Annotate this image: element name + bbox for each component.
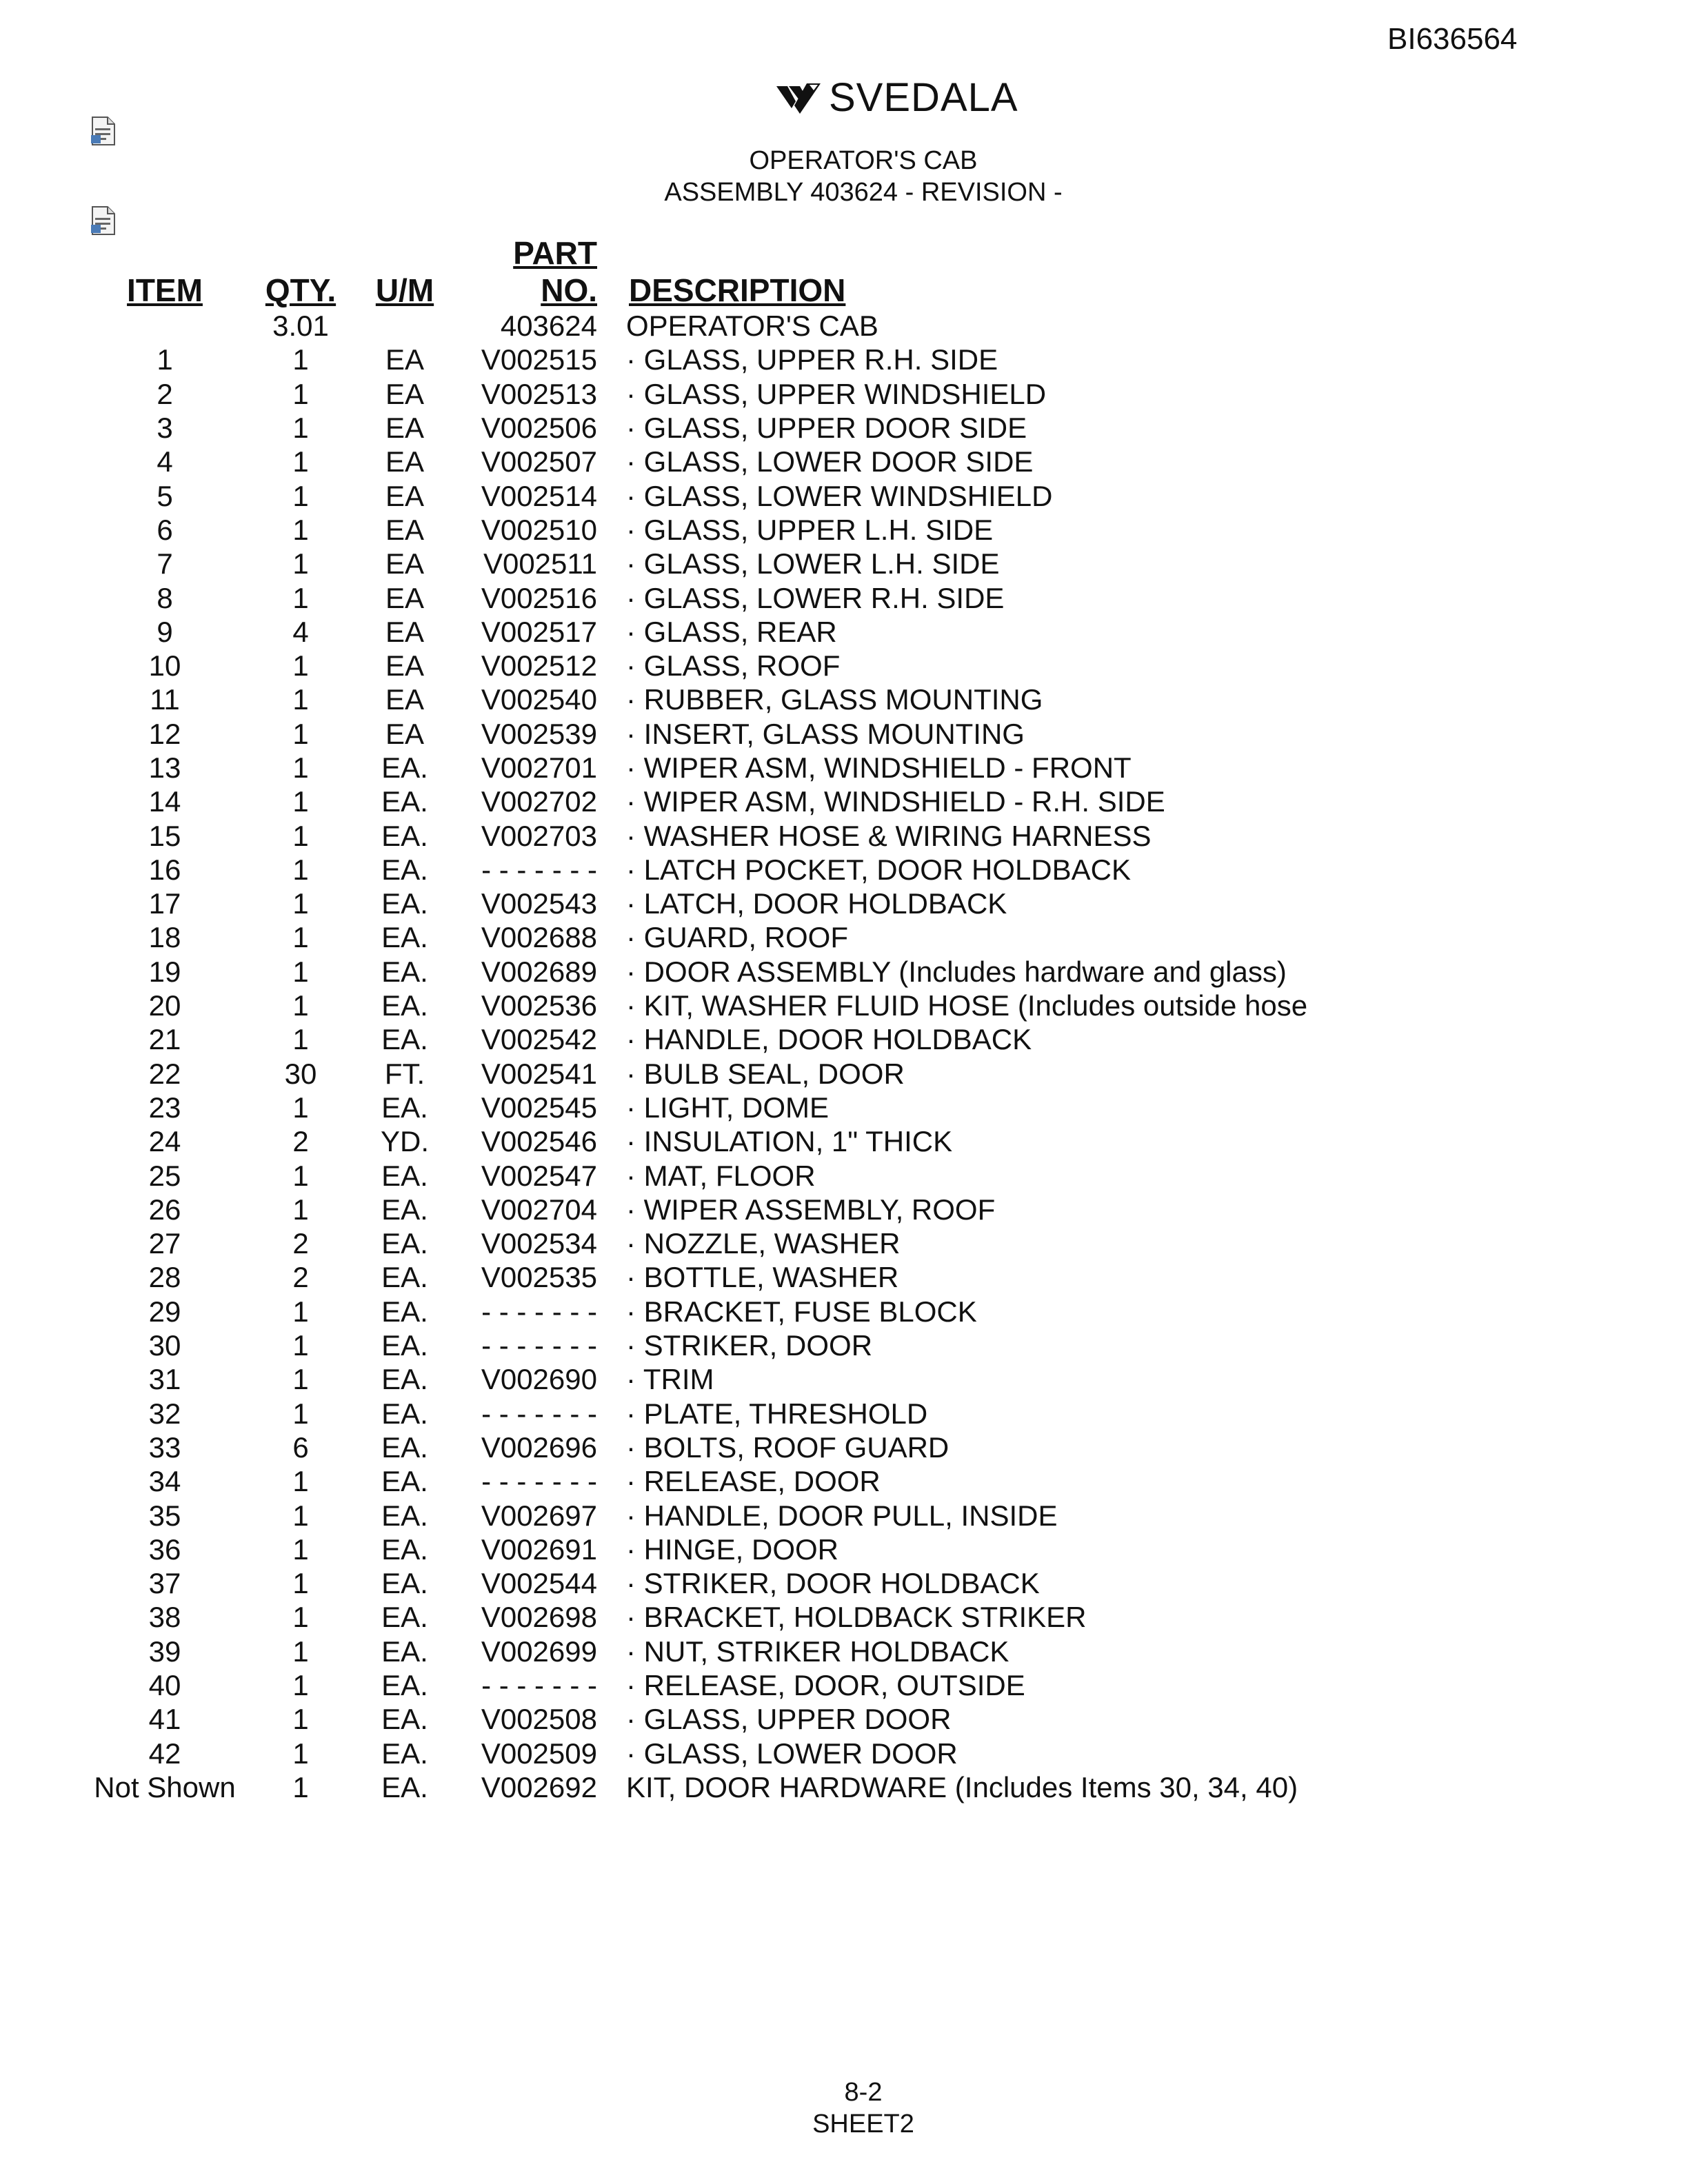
- unit-of-measure-cell: [360, 309, 450, 343]
- description-cell: · HINGE, DOOR: [626, 1533, 839, 1566]
- description-cell: · WIPER ASSEMBLY, ROOF: [626, 1193, 996, 1226]
- quantity-cell: 1: [292, 1533, 309, 1566]
- title-line-2: ASSEMBLY 403624 - REVISION -: [664, 178, 1063, 207]
- part-number-cell: V002539: [481, 717, 597, 750]
- quantity-cell: 1: [292, 412, 309, 445]
- unit-of-measure-cell: EA.: [381, 1635, 428, 1668]
- unit-of-measure-cell: YD.: [380, 1125, 429, 1158]
- part-number-cell: 403624: [500, 310, 597, 343]
- description-cell: · GUARD, ROOF: [626, 921, 848, 954]
- description-cell: · BOTTLE, WASHER: [626, 1261, 899, 1294]
- table-row: [88, 1158, 1307, 1192]
- quantity-cell: 1: [292, 1499, 309, 1532]
- description-cell: · RELEASE, DOOR, OUTSIDE: [626, 1669, 1025, 1702]
- item-number-cell: 41: [148, 1703, 181, 1736]
- part-number-cell: - - - - - - -: [481, 1465, 597, 1498]
- item-number-cell: 17: [148, 887, 181, 920]
- table-row: [88, 1057, 1307, 1091]
- unit-of-measure-cell: EA.: [381, 1023, 428, 1056]
- table-row: [88, 920, 1307, 954]
- description-cell: · GLASS, LOWER L.H. SIDE: [626, 547, 1000, 580]
- part-number-cell: V002541: [481, 1057, 597, 1090]
- description-cell: · GLASS, REAR: [626, 615, 837, 648]
- quantity-cell: 1: [292, 955, 309, 988]
- description-cell: · WASHER HOSE & WIRING HARNESS: [626, 819, 1152, 852]
- unit-of-measure-cell: EA: [385, 513, 425, 546]
- table-row: [88, 717, 1307, 751]
- item-number-cell: 26: [148, 1193, 181, 1226]
- part-number-cell: V002543: [481, 887, 597, 920]
- part-number-cell: V002513: [481, 377, 597, 410]
- table-row: [88, 513, 1307, 547]
- unit-of-measure-cell: EA.: [381, 1295, 428, 1328]
- table-row: [88, 1295, 1307, 1328]
- item-number-cell: 20: [148, 989, 181, 1022]
- description-cell: · HANDLE, DOOR HOLDBACK: [626, 1023, 1032, 1056]
- item-number-cell: 32: [148, 1397, 181, 1430]
- part-number-cell: V002690: [481, 1363, 597, 1396]
- table-row: [88, 615, 1307, 649]
- unit-of-measure-cell: EA.: [381, 853, 428, 886]
- description-cell: · GLASS, LOWER DOOR: [626, 1737, 958, 1770]
- part-number-cell: V002696: [481, 1430, 597, 1464]
- table-row: [88, 887, 1307, 920]
- table-row: [88, 785, 1307, 818]
- item-number-cell: 23: [148, 1091, 181, 1124]
- table-row: [88, 649, 1307, 682]
- unit-of-measure-cell: EA.: [381, 1703, 428, 1736]
- part-number-cell: V002544: [481, 1567, 597, 1600]
- unit-of-measure-cell: EA.: [381, 989, 428, 1022]
- description-cell: · BRACKET, HOLDBACK STRIKER: [626, 1601, 1087, 1634]
- item-number-cell: 38: [148, 1601, 181, 1634]
- item-number-cell: 8: [157, 581, 173, 614]
- part-number-cell: V002512: [481, 649, 597, 682]
- unit-of-measure-cell: FT.: [384, 1057, 425, 1090]
- description-cell: · KIT, WASHER FLUID HOSE (Includes outside hose: [626, 989, 1308, 1022]
- item-number-cell: 39: [148, 1635, 181, 1668]
- item-number-cell: 33: [148, 1430, 181, 1464]
- part-number-cell: V002698: [481, 1601, 597, 1634]
- part-number-cell: V002517: [481, 615, 597, 648]
- quantity-cell: 1: [292, 1737, 309, 1770]
- description-cell: · LIGHT, DOME: [626, 1091, 830, 1124]
- quantity-cell: 1: [292, 1669, 309, 1702]
- item-number-cell: Not Shown: [94, 1770, 236, 1803]
- table-row: [88, 682, 1307, 716]
- unit-of-measure-cell: EA.: [381, 1091, 428, 1124]
- table-row: [88, 1397, 1307, 1430]
- part-number-cell: V002535: [481, 1261, 597, 1294]
- quantity-cell: 30: [284, 1057, 317, 1090]
- item-number-cell: 15: [148, 819, 181, 852]
- table-row: [88, 751, 1307, 785]
- unit-of-measure-cell: EA.: [381, 1601, 428, 1634]
- table-header-row: [88, 234, 1307, 309]
- description-cell: OPERATOR'S CAB: [626, 310, 878, 343]
- part-number-cell: V002536: [481, 989, 597, 1022]
- item-number-cell: 4: [157, 445, 173, 478]
- quantity-cell: 4: [292, 615, 309, 648]
- table-row: [88, 445, 1307, 478]
- unit-of-measure-cell: EA.: [381, 751, 428, 784]
- part-number-cell: V002515: [481, 343, 597, 376]
- part-number-cell: - - - - - - -: [481, 1669, 597, 1702]
- quantity-cell: 3.01: [272, 310, 329, 343]
- quantity-cell: 1: [292, 513, 309, 546]
- unit-of-measure-cell: EA: [385, 581, 425, 614]
- item-number-cell: 10: [148, 649, 181, 682]
- unit-of-measure-cell: EA.: [381, 1261, 428, 1294]
- page-footer: [0, 2076, 1688, 2140]
- part-number-cell: V002702: [481, 785, 597, 818]
- unit-of-measure-cell: EA.: [381, 1770, 428, 1803]
- column-header-part-no: PART NO.: [513, 235, 597, 308]
- description-cell: · WIPER ASM, WINDSHIELD - FRONT: [626, 751, 1132, 784]
- description-cell: · HANDLE, DOOR PULL, INSIDE: [626, 1499, 1058, 1532]
- part-number-cell: V002689: [481, 955, 597, 988]
- document-icon: [90, 205, 117, 236]
- quantity-cell: 1: [292, 819, 309, 852]
- quantity-cell: 1: [292, 1363, 309, 1396]
- unit-of-measure-cell: EA: [385, 377, 425, 410]
- quantity-cell: 1: [292, 1295, 309, 1328]
- part-number-cell: V002688: [481, 921, 597, 954]
- quantity-cell: 2: [292, 1227, 309, 1260]
- item-number-cell: 40: [148, 1669, 181, 1702]
- unit-of-measure-cell: EA.: [381, 1193, 428, 1226]
- quantity-cell: 1: [292, 1329, 309, 1362]
- quantity-cell: 1: [292, 1703, 309, 1736]
- description-cell: · BULB SEAL, DOOR: [626, 1057, 905, 1090]
- sheet-label: SHEET2: [812, 2110, 914, 2138]
- description-cell: · LATCH, DOOR HOLDBACK: [626, 887, 1007, 920]
- table-row: [88, 1600, 1307, 1634]
- part-number-cell: - - - - - - -: [481, 1295, 597, 1328]
- description-cell: · NOZZLE, WASHER: [626, 1227, 901, 1260]
- unit-of-measure-cell: EA: [385, 547, 425, 580]
- table-row: [88, 580, 1307, 614]
- part-number-cell: - - - - - - -: [481, 1397, 597, 1430]
- unit-of-measure-cell: EA.: [381, 819, 428, 852]
- quantity-cell: 1: [292, 921, 309, 954]
- unit-of-measure-cell: EA: [385, 343, 425, 376]
- quantity-cell: 1: [292, 785, 309, 818]
- table-row: [88, 1022, 1307, 1056]
- description-cell: · MAT, FLOOR: [626, 1159, 816, 1192]
- part-number-cell: - - - - - - -: [481, 1329, 597, 1362]
- item-number-cell: 37: [148, 1567, 181, 1600]
- quantity-cell: 1: [292, 479, 309, 512]
- part-number-cell: V002692: [481, 1770, 597, 1803]
- table-row: [88, 1498, 1307, 1532]
- unit-of-measure-cell: EA.: [381, 1499, 428, 1532]
- column-header-description: DESCRIPTION: [629, 272, 846, 308]
- unit-of-measure-cell: EA.: [381, 1159, 428, 1192]
- quantity-cell: 1: [292, 1465, 309, 1498]
- table-row: [88, 547, 1307, 580]
- unit-of-measure-cell: EA.: [381, 785, 428, 818]
- part-number-cell: V002507: [481, 445, 597, 478]
- table-row: [88, 1668, 1307, 1702]
- description-cell: · PLATE, THRESHOLD: [626, 1397, 928, 1430]
- table-row: [88, 1091, 1307, 1124]
- brand-name: SVEDALA: [829, 75, 1018, 120]
- title-line-1: OPERATOR'S CAB: [749, 146, 978, 175]
- item-number-cell: 6: [157, 513, 173, 546]
- description-cell: · INSULATION, 1" THICK: [626, 1125, 953, 1158]
- table-row: [88, 1736, 1307, 1770]
- unit-of-measure-cell: EA: [385, 649, 425, 682]
- table-row: [88, 411, 1307, 445]
- quantity-cell: 1: [292, 1567, 309, 1600]
- description-cell: · GLASS, UPPER R.H. SIDE: [626, 343, 998, 376]
- unit-of-measure-cell: EA.: [381, 921, 428, 954]
- part-number-cell: V002542: [481, 1023, 597, 1056]
- part-number-cell: V002506: [481, 412, 597, 445]
- quantity-cell: 1: [292, 989, 309, 1022]
- quantity-cell: 1: [292, 717, 309, 750]
- table-row: [88, 1193, 1307, 1226]
- document-id: BI636564: [1387, 22, 1518, 56]
- unit-of-measure-cell: EA.: [381, 1430, 428, 1464]
- item-number-cell: 29: [148, 1295, 181, 1328]
- unit-of-measure-cell: EA.: [381, 1567, 428, 1600]
- part-number-cell: V002547: [481, 1159, 597, 1192]
- unit-of-measure-cell: EA.: [381, 1669, 428, 1702]
- item-number-cell: 31: [148, 1363, 181, 1396]
- unit-of-measure-cell: EA: [385, 683, 425, 716]
- description-cell: · STRIKER, DOOR HOLDBACK: [626, 1567, 1040, 1600]
- unit-of-measure-cell: EA.: [381, 1533, 428, 1566]
- quantity-cell: 1: [292, 547, 309, 580]
- item-number-cell: 22: [148, 1057, 181, 1090]
- page-number: 8-2: [844, 2078, 883, 2107]
- quantity-cell: 1: [292, 1397, 309, 1430]
- quantity-cell: 1: [292, 1159, 309, 1192]
- item-number-cell: 42: [148, 1737, 181, 1770]
- table-row: [88, 1770, 1307, 1804]
- item-number-cell: 5: [157, 479, 173, 512]
- table-row: [88, 989, 1307, 1022]
- table-row: [88, 1464, 1307, 1498]
- table-row: [88, 343, 1307, 376]
- description-cell: · DOOR ASSEMBLY (Includes hardware and glass): [626, 955, 1287, 988]
- unit-of-measure-cell: EA: [385, 479, 425, 512]
- quantity-cell: 1: [292, 581, 309, 614]
- description-cell: · GLASS, LOWER R.H. SIDE: [626, 581, 1005, 614]
- part-number-cell: V002514: [481, 479, 597, 512]
- item-number-cell: 36: [148, 1533, 181, 1566]
- quantity-cell: 2: [292, 1261, 309, 1294]
- unit-of-measure-cell: EA.: [381, 1329, 428, 1362]
- item-number-cell: 24: [148, 1125, 181, 1158]
- description-cell: · GLASS, LOWER WINDSHIELD: [626, 479, 1053, 512]
- description-cell: · TRIM: [626, 1363, 714, 1396]
- description-cell: · GLASS, UPPER DOOR SIDE: [626, 412, 1027, 445]
- unit-of-measure-cell: EA: [385, 412, 425, 445]
- part-number-cell: V002510: [481, 513, 597, 546]
- parts-list-table: [88, 234, 1307, 1804]
- quantity-cell: 1: [292, 887, 309, 920]
- description-cell: · RELEASE, DOOR: [626, 1465, 881, 1498]
- table-row: [88, 1702, 1307, 1736]
- part-number-cell: V002545: [481, 1091, 597, 1124]
- svedala-mark-icon: [775, 81, 823, 115]
- part-number-cell: V002508: [481, 1703, 597, 1736]
- description-cell: · GLASS, LOWER DOOR SIDE: [626, 445, 1034, 478]
- unit-of-measure-cell: EA.: [381, 1227, 428, 1260]
- table-row: [88, 1124, 1307, 1158]
- document-title: [0, 145, 1688, 208]
- description-cell: · GLASS, UPPER L.H. SIDE: [626, 513, 994, 546]
- table-row: [88, 1566, 1307, 1600]
- item-number-cell: 1: [157, 343, 173, 376]
- unit-of-measure-cell: EA: [385, 717, 425, 750]
- item-number-cell: 21: [148, 1023, 181, 1056]
- description-cell: · BOLTS, ROOF GUARD: [626, 1430, 950, 1464]
- table-row: [88, 478, 1307, 512]
- description-cell: · LATCH POCKET, DOOR HOLDBACK: [626, 853, 1132, 886]
- description-cell: · BRACKET, FUSE BLOCK: [626, 1295, 977, 1328]
- item-number-cell: 2: [157, 377, 173, 410]
- item-number-cell: 34: [148, 1465, 181, 1498]
- table-row: [88, 818, 1307, 852]
- description-cell: · GLASS, UPPER DOOR: [626, 1703, 952, 1736]
- part-number-cell: V002691: [481, 1533, 597, 1566]
- quantity-cell: 1: [292, 751, 309, 784]
- item-number-cell: 13: [148, 751, 181, 784]
- unit-of-measure-cell: EA.: [381, 1465, 428, 1498]
- part-number-cell: V002534: [481, 1227, 597, 1260]
- part-number-cell: V002703: [481, 819, 597, 852]
- table-row: [88, 1328, 1307, 1362]
- item-number-cell: 27: [148, 1227, 181, 1260]
- table-row: [88, 1533, 1307, 1566]
- unit-of-measure-cell: EA.: [381, 1363, 428, 1396]
- quantity-cell: 1: [292, 1023, 309, 1056]
- description-cell: KIT, DOOR HARDWARE (Includes Items 30, 34, 40): [626, 1770, 1298, 1803]
- part-number-cell: V002701: [481, 751, 597, 784]
- description-cell: · WIPER ASM, WINDSHIELD - R.H. SIDE: [626, 785, 1165, 818]
- part-number-cell: V002540: [481, 683, 597, 716]
- item-number-cell: 11: [150, 683, 180, 716]
- quantity-cell: 1: [292, 649, 309, 682]
- item-number-cell: 19: [148, 955, 181, 988]
- part-number-cell: V002704: [481, 1193, 597, 1226]
- item-number-cell: 18: [148, 921, 181, 954]
- item-number-cell: 12: [148, 717, 181, 750]
- item-number-cell: 7: [157, 547, 173, 580]
- quantity-cell: 1: [292, 1770, 309, 1803]
- item-number-cell: 16: [148, 853, 181, 886]
- table-row: [88, 309, 1307, 343]
- table-row: [88, 1430, 1307, 1464]
- part-number-cell: V002699: [481, 1635, 597, 1668]
- column-header-um: U/M: [375, 272, 434, 308]
- unit-of-measure-cell: EA.: [381, 887, 428, 920]
- table-row: [88, 377, 1307, 411]
- brand-logo: [775, 74, 1018, 121]
- table-row: [88, 853, 1307, 887]
- table-row: [88, 955, 1307, 989]
- document-icon: [90, 116, 117, 146]
- part-number-cell: V002516: [481, 581, 597, 614]
- description-cell: · INSERT, GLASS MOUNTING: [626, 717, 1025, 750]
- part-number-cell: V002509: [481, 1737, 597, 1770]
- quantity-cell: 1: [292, 343, 309, 376]
- column-header-item: ITEM: [127, 272, 203, 308]
- table-row: [88, 1226, 1307, 1260]
- part-number-cell: - - - - - - -: [481, 853, 597, 886]
- item-number-cell: [88, 309, 241, 343]
- quantity-cell: 1: [292, 683, 309, 716]
- quantity-cell: 1: [292, 445, 309, 478]
- quantity-cell: 1: [292, 1601, 309, 1634]
- quantity-cell: 1: [292, 377, 309, 410]
- item-number-cell: 3: [157, 412, 173, 445]
- quantity-cell: 6: [292, 1430, 309, 1464]
- item-number-cell: 30: [148, 1329, 181, 1362]
- quantity-cell: 2: [292, 1125, 309, 1158]
- item-number-cell: 25: [148, 1159, 181, 1192]
- quantity-cell: 1: [292, 1635, 309, 1668]
- item-number-cell: 9: [157, 615, 173, 648]
- parts-table-body: [88, 309, 1307, 1804]
- quantity-cell: 1: [292, 1091, 309, 1124]
- description-cell: · NUT, STRIKER HOLDBACK: [626, 1635, 1009, 1668]
- part-number-cell: V002511: [483, 547, 597, 580]
- part-number-cell: V002546: [481, 1125, 597, 1158]
- table-row: [88, 1260, 1307, 1294]
- item-number-cell: 14: [148, 785, 181, 818]
- unit-of-measure-cell: EA.: [381, 955, 428, 988]
- unit-of-measure-cell: EA: [385, 445, 425, 478]
- item-number-cell: 28: [148, 1261, 181, 1294]
- table-row: [88, 1635, 1307, 1668]
- part-number-cell: V002697: [481, 1499, 597, 1532]
- quantity-cell: 1: [292, 1193, 309, 1226]
- column-header-qty: QTY.: [265, 272, 336, 308]
- quantity-cell: 1: [292, 853, 309, 886]
- table-row: [88, 1362, 1307, 1396]
- unit-of-measure-cell: EA: [385, 615, 425, 648]
- unit-of-measure-cell: EA.: [381, 1397, 428, 1430]
- description-cell: · RUBBER, GLASS MOUNTING: [626, 683, 1043, 716]
- unit-of-measure-cell: EA.: [381, 1737, 428, 1770]
- description-cell: · GLASS, UPPER WINDSHIELD: [626, 377, 1047, 410]
- item-number-cell: 35: [148, 1499, 181, 1532]
- description-cell: · STRIKER, DOOR: [626, 1329, 873, 1362]
- description-cell: · GLASS, ROOF: [626, 649, 841, 682]
